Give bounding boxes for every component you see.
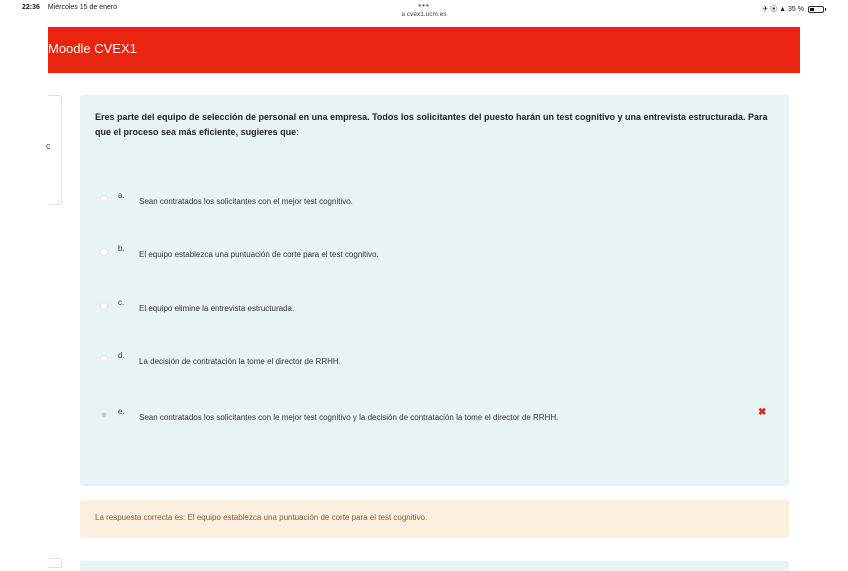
incorrect-icon: ✖ [758,407,767,418]
feedback-text: La respuesta correcta es: El equipo establezca una puntuación de corte para el test cognitivo. [95,513,428,522]
status-time: 22:36 [22,4,40,11]
radio-button[interactable] [100,302,108,310]
address-bar-url[interactable]: a cvex1.ucm.es [401,11,447,18]
course-index-drawer[interactable] [48,95,62,205]
radio-button-selected[interactable] [102,413,107,418]
multitasking-dots-icon[interactable]: ••• [418,1,430,10]
option-text[interactable]: El equipo establezca una puntuación de corte para el test cognitivo. [139,250,379,259]
drawer-panel-bottom [48,558,62,568]
battery-icon [808,6,824,13]
radio-button[interactable] [100,195,108,203]
option-letter: e. [118,407,125,416]
site-title[interactable]: Moodle CVEX1 [48,41,137,56]
option-text[interactable]: Sean contratados los solicitantes con le mejor test cognitivo y la decisión de contratación la tome el director de RRHH. [139,413,559,422]
option-letter: b. [118,244,125,253]
status-indicators: ✈ ⦿ ▲ 35 % [762,6,804,13]
status-date: Miércoles 15 de enero [47,4,118,11]
option-text[interactable]: El equipo elimine la entrevista estructurada. [139,304,295,313]
battery-level [810,8,814,11]
option-letter: a. [118,191,125,200]
status-bar [0,0,848,26]
question-text: Eres parte del equipo de selección de personal en una empresa. Todos los solicitantes del puesto harán un test cognitivo y una entrevista estructurada. Para que el proceso sea más eficiente, sugieres que: [95,112,768,137]
question-card [80,95,789,486]
drawer-marker: c [46,141,51,151]
option-letter: c. [118,298,125,307]
option-text[interactable]: La decisión de contratación la tome el director de RRHH. [139,357,341,366]
option-text[interactable]: Sean contratados los solicitantes con el mejor test cognitivo. [139,197,353,206]
moodle-navbar [48,27,800,73]
next-question-card [80,561,789,571]
radio-button[interactable] [100,355,108,363]
correct-answer-feedback [80,500,789,538]
radio-button[interactable] [100,248,108,256]
option-letter: d. [118,351,125,360]
